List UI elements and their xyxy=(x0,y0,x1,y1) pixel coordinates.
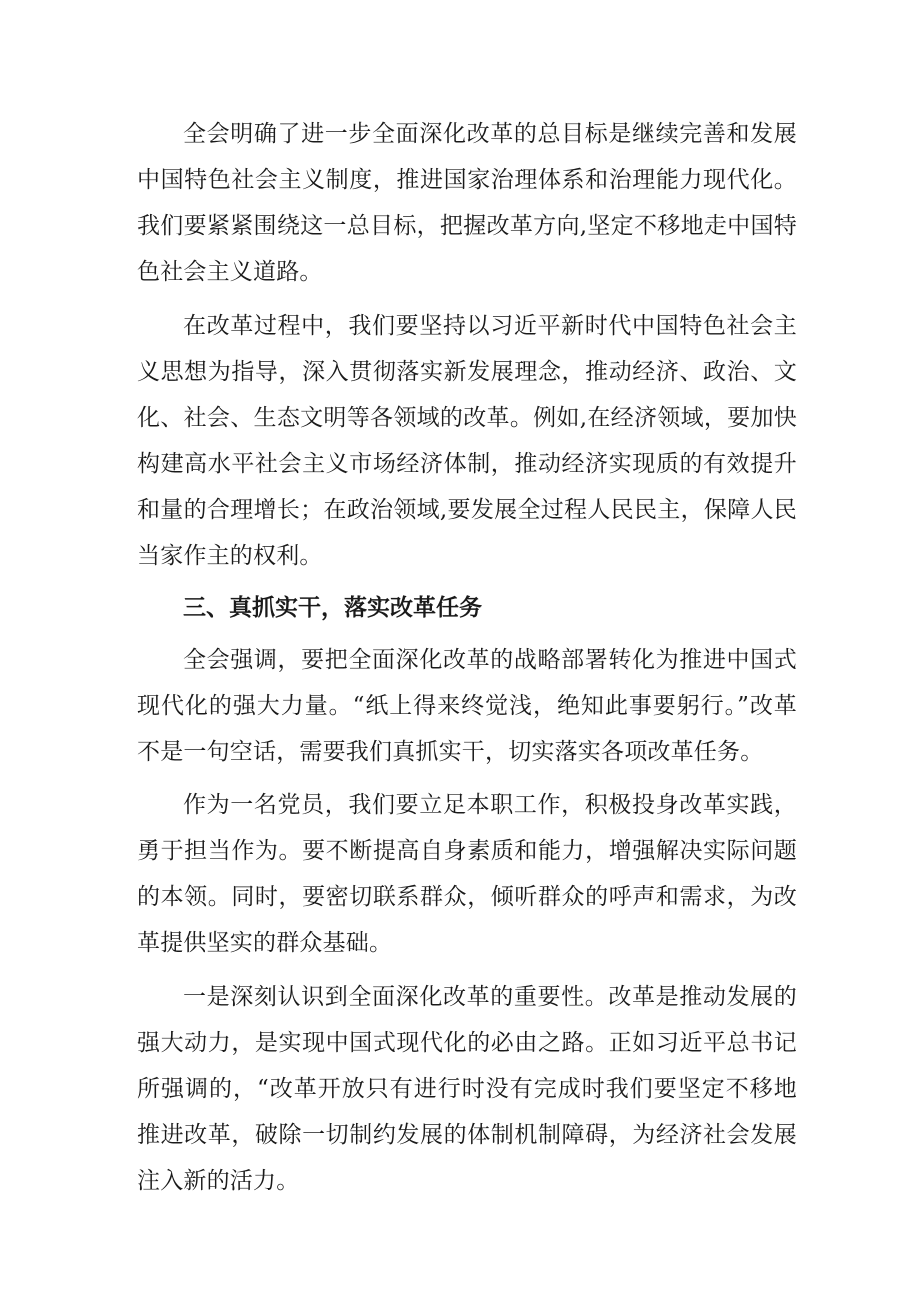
paragraph-reform-process: 在改革过程中，我们要坚持以习近平新时代中国特色社会主义思想为指导，深入贯彻落实新发展理念，推动经济、政治、文化、社会、生态文明等各领域的改革。例如,在经济领域，要加快构建高水平社会主义市场经济体制，推动经济实现质的有效提升和量的合理增长；在政治领域,要发展全过程人民民主，保障人民当家作主的权利。 xyxy=(137,313,797,569)
section-heading: 三、真抓实干，落实改革任务 xyxy=(183,595,482,621)
paragraph-party-member-role: 作为一名党员，我们要立足本职工作，积极投身改革实践，勇于担当作为。要不断提高自身素质和能力，增强解决实际问题的本领。同时，要密切联系群众，倾听群众的呼声和需求，为改革提供坚实的群众基础。 xyxy=(137,792,797,956)
paragraph-overall-goal: 全会明确了进一步全面深化改革的总目标是继续完善和发展中国特色社会主义制度，推进国家治理体系和治理能力现代化。我们要紧紧围绕这一总目标，把握改革方向,坚定不移地走中国特色社会主义道路。 xyxy=(137,121,797,285)
paragraph-plenum-emphasis: 全会强调，要把全面深化改革的战略部署转化为推进中国式现代化的强大力量。“纸上得来终觉浅，绝知此事要躬行。”改革不是一句空话，需要我们真抓实干，切实落实各项改革任务。 xyxy=(137,647,797,765)
paragraph-importance-of-reform: 一是深刻认识到全面深化改革的重要性。改革是推动发展的强大动力，是实现中国式现代化的必由之路。正如习近平总书记所强调的，“改革开放只有进行时没有完成时我们要坚定不移地推进改革，破除一切制约发展的体制机制障碍，为经济社会发展注入新的活力。 xyxy=(137,984,797,1194)
